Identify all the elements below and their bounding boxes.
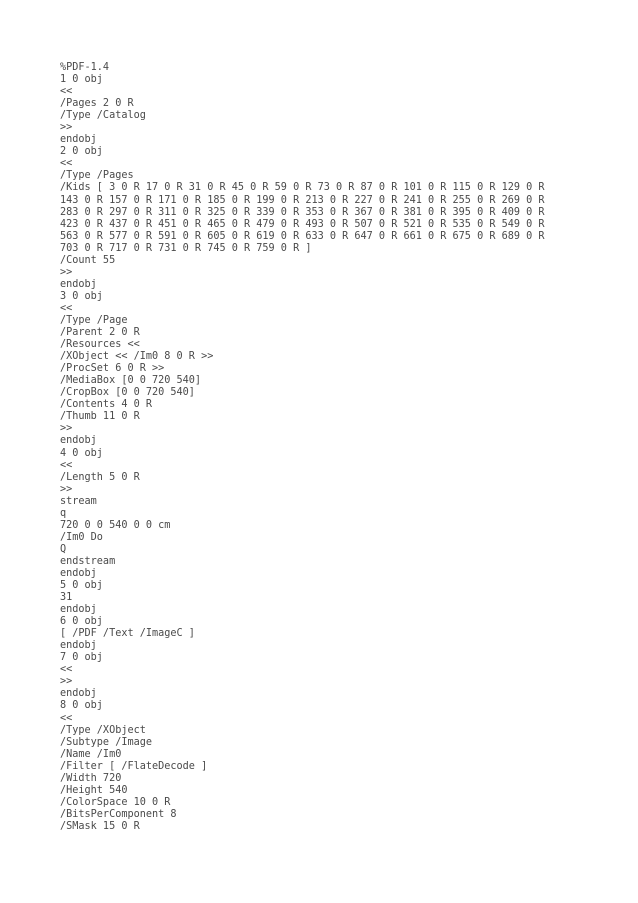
- pdf-source-line: /Kids [ 3 0 R 17 0 R 31 0 R 45 0 R 59 0 R 73 0 R 87 0 R 101 0 R 115 0 R 129 0 R: [60, 182, 545, 194]
- pdf-source-line: /Subtype /Image: [60, 736, 153, 748]
- pdf-source-line: 423 0 R 437 0 R 451 0 R 465 0 R 479 0 R 493 0 R 507 0 R 521 0 R 535 0 R 549 0 R: [60, 218, 545, 230]
- pdf-source-line: /Parent 2 0 R: [60, 327, 140, 339]
- pdf-source-line: 143 0 R 157 0 R 171 0 R 185 0 R 199 0 R 213 0 R 227 0 R 241 0 R 255 0 R 269 0 R: [60, 194, 545, 206]
- pdf-source-line: /Thumb 11 0 R: [60, 411, 140, 423]
- pdf-source-line: <<: [60, 86, 73, 98]
- pdf-source-line: <<: [60, 158, 73, 170]
- pdf-source-line: 703 0 R 717 0 R 731 0 R 745 0 R 759 0 R ]: [60, 242, 312, 254]
- pdf-source-line: /Type /Catalog: [60, 110, 146, 122]
- pdf-source-line: 8 0 obj: [60, 700, 103, 712]
- pdf-source-line: endobj: [60, 567, 97, 579]
- pdf-source-line: <<: [60, 664, 73, 676]
- pdf-source-line: <<: [60, 712, 73, 724]
- pdf-source-line: <<: [60, 302, 73, 314]
- pdf-source-text: [60, 62, 580, 833]
- pdf-source-line: 2 0 obj: [60, 146, 103, 158]
- pdf-source-line: /Height 540: [60, 784, 128, 796]
- pdf-source-line: /ColorSpace 10 0 R: [60, 796, 171, 808]
- pdf-source-line: /XObject << /Im0 8 0 R >>: [60, 351, 214, 363]
- pdf-source-line: endobj: [60, 688, 97, 700]
- pdf-source-line: endobj: [60, 435, 97, 447]
- pdf-source-line: /CropBox [0 0 720 540]: [60, 387, 195, 399]
- pdf-source-line: /Im0 Do: [60, 531, 103, 543]
- pdf-source-line: /Filter [ /FlateDecode ]: [60, 760, 208, 772]
- pdf-source-line: /Contents 4 0 R: [60, 399, 153, 411]
- pdf-source-line: %PDF-1.4: [60, 62, 110, 73]
- pdf-source-line: endobj: [60, 604, 97, 616]
- pdf-source-line: /ProcSet 6 0 R >>: [60, 363, 165, 375]
- pdf-source-line: >>: [60, 266, 73, 278]
- pdf-source-line: endobj: [60, 134, 97, 146]
- pdf-source-line: 720 0 0 540 0 0 cm: [60, 519, 171, 531]
- pdf-source-line: endstream: [60, 555, 116, 567]
- pdf-source-line: /Pages 2 0 R: [60, 98, 134, 110]
- pdf-source-line: >>: [60, 423, 73, 435]
- pdf-source-line: Q: [60, 543, 67, 555]
- pdf-source-line: /SMask 15 0 R: [60, 820, 140, 832]
- pdf-source-line: /Count 55: [60, 254, 116, 266]
- pdf-source-line: [ /PDF /Text /ImageC ]: [60, 628, 195, 640]
- pdf-source-line: 4 0 obj: [60, 447, 103, 459]
- pdf-source-line: 6 0 obj: [60, 616, 103, 628]
- pdf-source-line: /BitsPerComponent 8: [60, 808, 177, 820]
- pdf-source-line: 283 0 R 297 0 R 311 0 R 325 0 R 339 0 R 353 0 R 367 0 R 381 0 R 395 0 R 409 0 R: [60, 206, 545, 218]
- pdf-source-line: /Length 5 0 R: [60, 471, 140, 483]
- pdf-source-line: /Name /Im0: [60, 748, 122, 760]
- pdf-source-line: 1 0 obj: [60, 74, 103, 86]
- pdf-source-line: /Type /Pages: [60, 170, 134, 182]
- pdf-source-line: endobj: [60, 640, 97, 652]
- pdf-source-line: /Width 720: [60, 772, 122, 784]
- pdf-source-line: 5 0 obj: [60, 580, 103, 592]
- pdf-source-line: /Type /Page: [60, 314, 128, 326]
- pdf-source-line: <<: [60, 459, 73, 471]
- pdf-source-line: >>: [60, 676, 73, 688]
- pdf-source-line: 563 0 R 577 0 R 591 0 R 605 0 R 619 0 R 633 0 R 647 0 R 661 0 R 675 0 R 689 0 R: [60, 230, 545, 242]
- pdf-source-line: 7 0 obj: [60, 652, 103, 664]
- pdf-source-line: endobj: [60, 278, 97, 290]
- pdf-source-line: q: [60, 507, 67, 519]
- pdf-source-line: >>: [60, 122, 73, 134]
- pdf-source-line: >>: [60, 483, 73, 495]
- pdf-source-line: 31: [60, 592, 73, 604]
- pdf-source-line: /Resources <<: [60, 339, 140, 351]
- pdf-source-line: /MediaBox [0 0 720 540]: [60, 375, 202, 387]
- pdf-source-line: stream: [60, 495, 97, 507]
- pdf-source-line: /Type /XObject: [60, 724, 146, 736]
- pdf-source-line: 3 0 obj: [60, 290, 103, 302]
